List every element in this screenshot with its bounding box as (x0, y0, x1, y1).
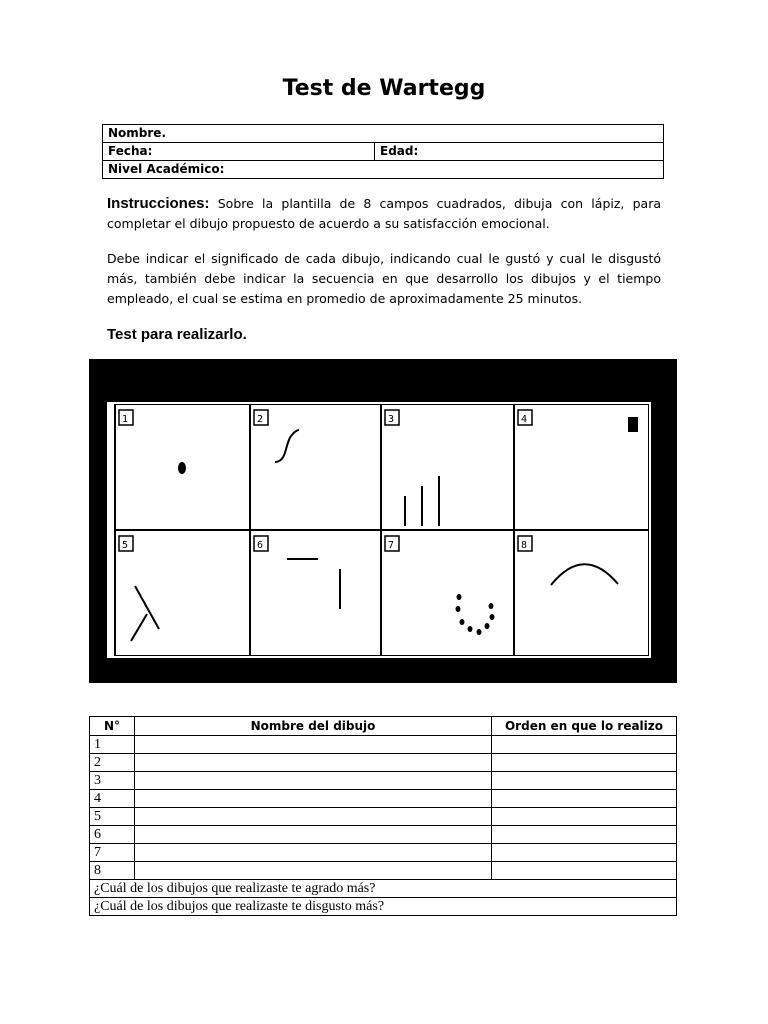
answers-header-row (90, 717, 677, 736)
instructions-label: Instrucciones: (107, 195, 210, 212)
drawing-name-cell[interactable] (135, 808, 492, 826)
answers-table (89, 716, 677, 916)
row-number: 7 (90, 844, 135, 862)
table-row (90, 790, 677, 808)
table-row (90, 736, 677, 754)
field-4-number (518, 410, 532, 425)
academic-level-field[interactable]: Nivel Académico: (103, 161, 664, 179)
row-number: 6 (90, 826, 135, 844)
question-disliked-most[interactable]: ¿Cuál de los dibujos que realizaste te disgusto más? (90, 898, 677, 916)
order-cell[interactable] (492, 790, 677, 808)
field-1-dot (178, 462, 186, 474)
field-3-lines (405, 476, 439, 526)
row-number: 1 (90, 736, 135, 754)
field-3-number (385, 410, 399, 425)
instructions-text: Sobre la plantilla de 8 campos cuadrados, dibuja con lápiz, para completar el dibujo propuesto de acuerdo a su satisfacción emocional. (107, 196, 661, 231)
date-field[interactable]: Fecha: (103, 143, 375, 161)
question-liked-most[interactable]: ¿Cuál de los dibujos que realizaste te agrado más? (90, 880, 677, 898)
field-8-arc (551, 564, 618, 585)
table-row (90, 826, 677, 844)
question-row-disliked (90, 898, 677, 916)
svg-text:5: 5 (122, 540, 129, 551)
age-field[interactable]: Edad: (375, 143, 664, 161)
info-form (102, 124, 664, 179)
wartegg-test-image (89, 359, 677, 683)
instructions-paragraph (107, 194, 661, 234)
order-cell[interactable] (492, 754, 677, 772)
page-title: Test de Wartegg (282, 76, 486, 101)
order-cell[interactable] (492, 862, 677, 880)
drawing-name-cell[interactable] (135, 862, 492, 880)
field-5-lines (131, 586, 159, 641)
table-row (90, 844, 677, 862)
field-7-number (385, 536, 399, 551)
order-cell[interactable] (492, 772, 677, 790)
order-cell[interactable] (492, 826, 677, 844)
field-6-number (254, 536, 268, 551)
drawing-name-cell[interactable] (135, 754, 492, 772)
svg-text:2: 2 (257, 414, 264, 425)
drawing-name-cell[interactable] (135, 772, 492, 790)
field-1-number (119, 410, 133, 425)
drawing-name-cell[interactable] (135, 790, 492, 808)
name-field[interactable]: Nombre. (103, 125, 664, 143)
wartegg-grid (107, 402, 651, 658)
svg-text:6: 6 (257, 540, 264, 551)
drawing-name-cell[interactable] (135, 844, 492, 862)
field-4-square (628, 417, 638, 432)
question-row-liked (90, 880, 677, 898)
svg-text:3: 3 (388, 414, 395, 425)
order-cell[interactable] (492, 736, 677, 754)
drawing-name-cell[interactable] (135, 736, 492, 754)
svg-text:1: 1 (122, 414, 129, 425)
table-row (90, 754, 677, 772)
field-8-number (518, 536, 532, 551)
svg-text:4: 4 (521, 414, 528, 425)
order-cell[interactable] (492, 844, 677, 862)
field-2-curve (275, 430, 299, 462)
field-6-lines (287, 559, 340, 609)
svg-text:8: 8 (521, 540, 528, 551)
test-subheading: Test para realizarlo. (107, 326, 247, 343)
row-number: 3 (90, 772, 135, 790)
row-number: 8 (90, 862, 135, 880)
instructions-paragraph-2: Debe indicar el significado de cada dibujo, indicando cual le gustó y cual le disgustó más, también debe indicar la secuencia en que desarrollo los dibujos y el tiempo empleado, el cual se estima en promedio de aproximadamente 25 minutos. (107, 251, 661, 306)
field-5-number (119, 536, 133, 551)
drawing-name-cell[interactable] (135, 826, 492, 844)
column-header-drawing-name: Nombre del dibujo (135, 717, 492, 736)
field-2-number (254, 410, 268, 425)
table-row (90, 772, 677, 790)
row-number: 4 (90, 790, 135, 808)
column-header-number: N° (90, 717, 135, 736)
column-header-order: Orden en que lo realizo (492, 717, 677, 736)
svg-text:7: 7 (388, 540, 395, 551)
row-number: 5 (90, 808, 135, 826)
order-cell[interactable] (492, 808, 677, 826)
table-row (90, 808, 677, 826)
row-number: 2 (90, 754, 135, 772)
field-7-dots (456, 594, 495, 635)
table-row (90, 862, 677, 880)
